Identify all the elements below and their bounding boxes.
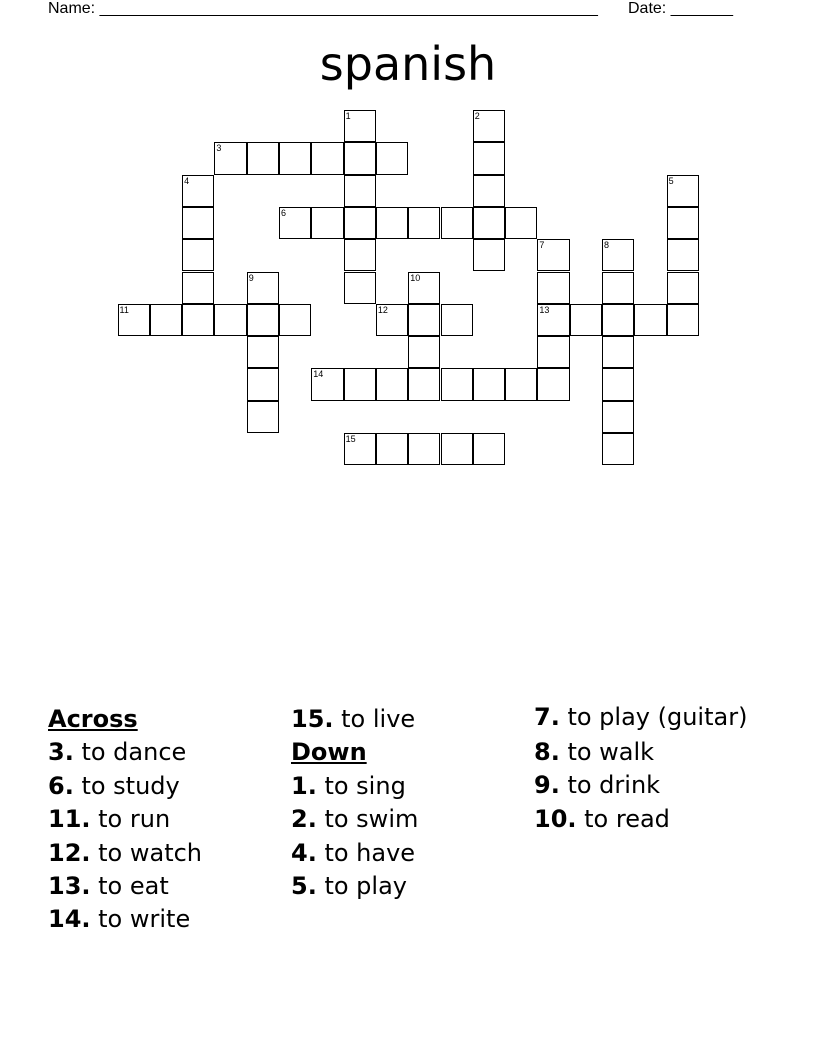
grid-cell[interactable] bbox=[247, 368, 279, 400]
clue-number: 15 bbox=[345, 434, 356, 444]
grid-cell[interactable] bbox=[570, 304, 602, 336]
grid-cell[interactable] bbox=[376, 207, 408, 239]
name-field[interactable]: Name: ________________________________________________________ bbox=[48, 0, 598, 17]
grid-cell[interactable] bbox=[602, 239, 634, 271]
across-heading: Across bbox=[48, 705, 138, 733]
grid-cell[interactable] bbox=[667, 175, 699, 207]
grid-cell[interactable] bbox=[408, 272, 440, 304]
grid-cell[interactable] bbox=[182, 175, 214, 207]
grid-cell[interactable] bbox=[441, 368, 473, 400]
clue-down-1: 1. to sing bbox=[291, 771, 406, 800]
grid-cell[interactable] bbox=[182, 304, 214, 336]
grid-cell[interactable] bbox=[537, 336, 569, 368]
grid-cell[interactable] bbox=[279, 142, 311, 174]
grid-cell[interactable] bbox=[344, 368, 376, 400]
grid-cell[interactable] bbox=[441, 207, 473, 239]
clue-down-9: 9. to drink bbox=[534, 771, 661, 800]
grid-cell[interactable] bbox=[311, 368, 343, 400]
grid-cell[interactable] bbox=[150, 304, 182, 336]
clue-down-10: 10. to read bbox=[534, 804, 670, 833]
grid-cell[interactable] bbox=[602, 336, 634, 368]
puzzle-title: spanish bbox=[319, 37, 497, 91]
grid-cell[interactable] bbox=[473, 175, 505, 207]
grid-cell[interactable] bbox=[473, 207, 505, 239]
grid-cell[interactable] bbox=[247, 142, 279, 174]
grid-cell[interactable] bbox=[473, 142, 505, 174]
clue-down-5: 5. to play bbox=[291, 872, 407, 901]
grid-cell[interactable] bbox=[214, 304, 246, 336]
grid-cell[interactable] bbox=[473, 368, 505, 400]
clue-column-2 bbox=[291, 703, 521, 903]
grid-cell[interactable] bbox=[247, 304, 279, 336]
clue-number: 13 bbox=[539, 304, 550, 315]
grid-cell[interactable] bbox=[344, 142, 376, 174]
clue-across-14: 14. to write bbox=[48, 905, 191, 934]
grid-cell[interactable] bbox=[279, 304, 311, 336]
grid-cell[interactable] bbox=[441, 433, 473, 465]
clue-number: 4 bbox=[184, 175, 190, 186]
clue-number: 12 bbox=[377, 304, 388, 315]
clue-number: 2 bbox=[474, 111, 480, 121]
grid-cell[interactable] bbox=[182, 272, 214, 304]
grid-cell[interactable] bbox=[441, 304, 473, 336]
clue-column-3 bbox=[534, 703, 774, 836]
grid-cell[interactable] bbox=[376, 433, 408, 465]
clue-number: 3 bbox=[216, 143, 222, 154]
grid-cell[interactable] bbox=[182, 239, 214, 271]
clue-across-3: 3. to dance bbox=[48, 738, 187, 767]
grid-cell[interactable] bbox=[537, 304, 569, 336]
grid-cell[interactable] bbox=[505, 368, 537, 400]
grid-cell[interactable] bbox=[118, 304, 150, 336]
clue-number: 6 bbox=[281, 207, 287, 218]
grid-cell[interactable] bbox=[602, 304, 634, 336]
clue-across-11: 11. to run bbox=[48, 805, 171, 834]
grid-cell[interactable] bbox=[344, 239, 376, 271]
grid-cell[interactable] bbox=[602, 433, 634, 465]
clue-across-13: 13. to eat bbox=[48, 872, 169, 901]
clue-across-12: 12. to watch bbox=[48, 838, 203, 867]
grid-cell[interactable] bbox=[311, 142, 343, 174]
grid-cell[interactable] bbox=[667, 272, 699, 304]
clue-down-2: 2. to swim bbox=[291, 805, 419, 834]
grid-cell[interactable] bbox=[408, 368, 440, 400]
grid-cell[interactable] bbox=[667, 239, 699, 271]
grid-cell[interactable] bbox=[311, 207, 343, 239]
grid-cell[interactable] bbox=[602, 401, 634, 433]
grid-cell[interactable] bbox=[247, 272, 279, 304]
grid-cell[interactable] bbox=[344, 272, 376, 304]
grid-cell[interactable] bbox=[634, 304, 666, 336]
grid-cell[interactable] bbox=[247, 336, 279, 368]
clue-number: 11 bbox=[119, 304, 129, 315]
crossword-grid bbox=[0, 0, 816, 500]
grid-cell[interactable] bbox=[247, 401, 279, 433]
grid-cell[interactable] bbox=[376, 368, 408, 400]
grid-cell[interactable] bbox=[279, 207, 311, 239]
grid-cell[interactable] bbox=[408, 336, 440, 368]
grid-cell[interactable] bbox=[473, 239, 505, 271]
grid-cell[interactable] bbox=[505, 207, 537, 239]
clue-number: 1 bbox=[345, 111, 351, 121]
grid-cell[interactable] bbox=[344, 110, 376, 142]
clue-across-15: 15. to live bbox=[291, 705, 416, 733]
grid-cell[interactable] bbox=[344, 207, 376, 239]
grid-cell[interactable] bbox=[408, 207, 440, 239]
grid-cell[interactable] bbox=[214, 142, 246, 174]
down-heading: Down bbox=[291, 738, 367, 767]
clue-down-7: 7. to play (guitar) bbox=[534, 703, 748, 731]
clue-number: 7 bbox=[539, 240, 545, 251]
clue-down-4: 4. to have bbox=[291, 838, 416, 867]
grid-cell[interactable] bbox=[376, 304, 408, 336]
grid-cell[interactable] bbox=[473, 110, 505, 142]
clue-across-6: 6. to study bbox=[48, 771, 180, 800]
clue-number: 5 bbox=[668, 175, 674, 186]
clue-number: 14 bbox=[313, 369, 324, 380]
grid-cell[interactable] bbox=[667, 207, 699, 239]
grid-cell[interactable] bbox=[344, 175, 376, 207]
clue-down-8: 8. to walk bbox=[534, 738, 655, 766]
grid-cell[interactable] bbox=[667, 304, 699, 336]
grid-cell[interactable] bbox=[602, 368, 634, 400]
clue-column-1 bbox=[48, 703, 278, 937]
grid-cell[interactable] bbox=[344, 433, 376, 465]
grid-cell[interactable] bbox=[408, 433, 440, 465]
grid-cell[interactable] bbox=[537, 272, 569, 304]
grid-cell[interactable] bbox=[537, 368, 569, 400]
clue-number: 10 bbox=[410, 272, 421, 283]
grid-cell[interactable] bbox=[182, 207, 214, 239]
grid-cell[interactable] bbox=[602, 272, 634, 304]
grid-cell[interactable] bbox=[408, 304, 440, 336]
grid-cell[interactable] bbox=[537, 239, 569, 271]
date-field[interactable]: Date: _______ bbox=[628, 0, 733, 17]
clue-number: 9 bbox=[248, 272, 254, 283]
grid-cell[interactable] bbox=[473, 433, 505, 465]
grid-cell[interactable] bbox=[376, 142, 408, 174]
clue-number: 8 bbox=[604, 240, 610, 251]
